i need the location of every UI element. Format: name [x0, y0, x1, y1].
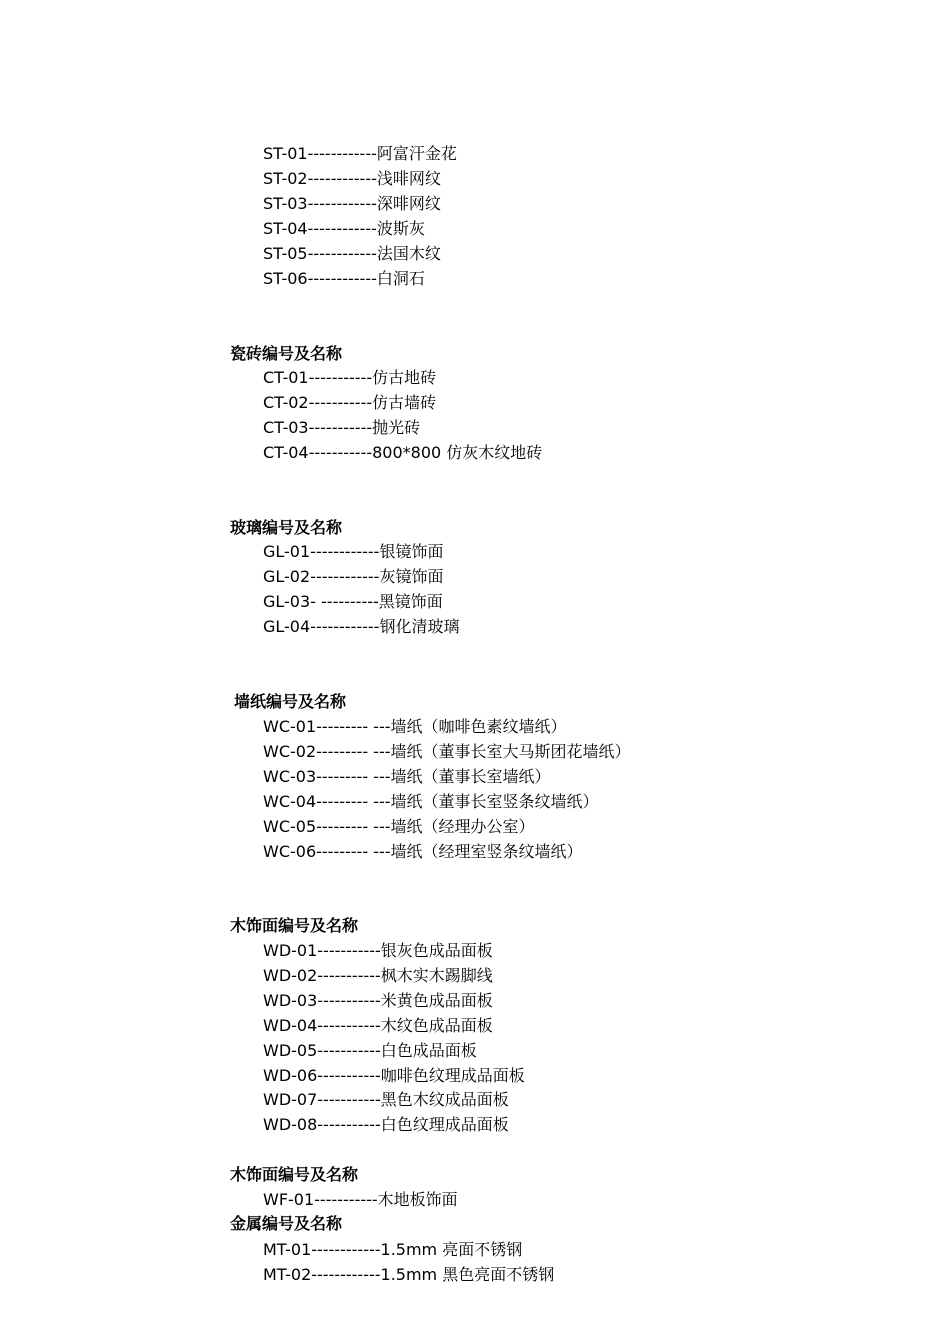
list-item: ST-05------------法国木纹: [263, 244, 441, 263]
list-item: GL-03- ----------黑镜饰面: [263, 592, 443, 611]
list-item: MT-01------------1.5mm 亮面不锈钢: [263, 1240, 523, 1259]
list-item: CT-01-----------仿古地砖: [263, 368, 437, 387]
list-item: WF-01-----------木地板饰面: [263, 1190, 458, 1209]
list-item: WD-08-----------白色纹理成品面板: [263, 1115, 509, 1134]
list-item: WD-03-----------米黄色成品面板: [263, 991, 493, 1010]
list-item: WD-04-----------木纹色成品面板: [263, 1016, 493, 1035]
list-item: WC-01--------- ---墙纸（咖啡色素纹墙纸）: [263, 717, 567, 736]
section-heading-wallpaper: 墙纸编号及名称: [234, 692, 347, 711]
list-item: WC-06--------- ---墙纸（经理室竖条纹墙纸）: [263, 842, 583, 861]
list-item: ST-01------------阿富汗金花: [263, 144, 457, 163]
list-item: WD-06-----------咖啡色纹理成品面板: [263, 1066, 525, 1085]
list-item: WC-05--------- ---墙纸（经理办公室）: [263, 817, 535, 836]
section-heading-metal: 金属编号及名称: [230, 1214, 343, 1233]
list-item: ST-04------------波斯灰: [263, 219, 425, 238]
list-item: WC-02--------- ---墙纸（董事长室大马斯团花墙纸）: [263, 742, 631, 761]
list-item: ST-02------------浅啡网纹: [263, 169, 441, 188]
list-item: WD-05-----------白色成品面板: [263, 1041, 477, 1060]
list-item: ST-03------------深啡网纹: [263, 194, 441, 213]
list-item: CT-02-----------仿古墙砖: [263, 393, 437, 412]
list-item: MT-02------------1.5mm 黑色亮面不锈钢: [263, 1265, 555, 1284]
list-item: GL-02------------灰镜饰面: [263, 567, 444, 586]
list-item: WD-01-----------银灰色成品面板: [263, 941, 493, 960]
list-item: WC-04--------- ---墙纸（董事长室竖条纹墙纸）: [263, 792, 599, 811]
list-item: GL-04------------钢化清玻璃: [263, 617, 460, 636]
list-item: CT-04-----------800*800 仿灰木纹地砖: [263, 443, 543, 462]
section-heading-wood-floor: 木饰面编号及名称: [230, 1165, 359, 1184]
section-heading-tiles: 瓷砖编号及名称: [230, 344, 343, 363]
list-item: CT-03-----------抛光砖: [263, 418, 421, 437]
section-heading-glass: 玻璃编号及名称: [230, 518, 343, 537]
list-item: WD-07-----------黑色木纹成品面板: [263, 1090, 509, 1109]
list-item: GL-01------------银镜饰面: [263, 542, 444, 561]
list-item: WD-02-----------枫木实木踢脚线: [263, 966, 493, 985]
section-heading-wood-veneer: 木饰面编号及名称: [230, 916, 359, 935]
list-item: ST-06------------白洞石: [263, 269, 425, 288]
list-item: WC-03--------- ---墙纸（董事长室墙纸）: [263, 767, 551, 786]
